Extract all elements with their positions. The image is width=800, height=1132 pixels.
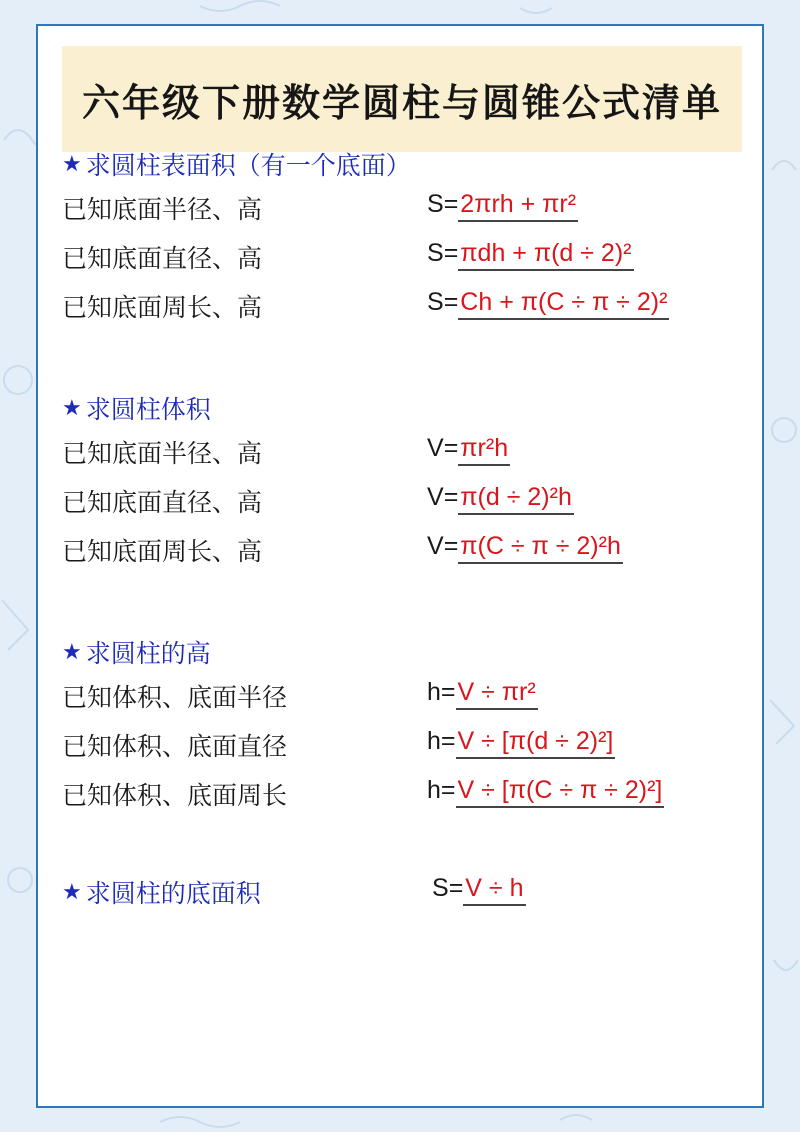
known-condition: 已知体积、底面半径 — [62, 683, 288, 712]
formula — [432, 874, 526, 906]
formula-variable: V — [427, 434, 444, 462]
formula-expression: V ÷ [π(d ÷ 2)²] — [456, 727, 616, 759]
known-condition: 已知底面周长、高 — [62, 293, 263, 322]
formula-equals: = — [443, 288, 459, 316]
section-base-area — [62, 872, 742, 920]
formula-variable: h — [427, 776, 441, 804]
formula-expression: π(d ÷ 2)²h — [458, 483, 574, 515]
formula — [427, 239, 634, 271]
section-heading-label: 求圆柱体积 — [85, 395, 211, 424]
formula-expression: Ch + π(C ÷ π ÷ 2)² — [458, 288, 669, 320]
formula-equals: = — [440, 678, 456, 706]
section-heading — [62, 632, 742, 672]
formula-equals: = — [443, 434, 459, 462]
formula-row — [62, 282, 742, 331]
formula-expression: V ÷ h — [463, 874, 525, 906]
formula — [427, 434, 510, 466]
formula-expression: 2πrh + πr² — [458, 190, 578, 222]
section-heading — [62, 872, 742, 912]
formula-variable: V — [427, 532, 444, 560]
section-heading-label: 求圆柱的高 — [85, 639, 211, 668]
known-condition: 已知底面直径、高 — [62, 488, 263, 517]
formula-sheet — [36, 24, 764, 1108]
formula-equals: = — [443, 190, 459, 218]
star-icon: ★ — [62, 879, 82, 905]
formula-expression: V ÷ [π(C ÷ π ÷ 2)²] — [456, 776, 665, 808]
formula-equals: = — [443, 239, 459, 267]
formula — [427, 727, 615, 759]
formula-row — [62, 721, 742, 770]
formula — [427, 190, 578, 222]
formula-variable: S — [432, 874, 449, 902]
formula-equals: = — [443, 483, 459, 511]
formula-variable: S — [427, 288, 444, 316]
formula — [427, 678, 538, 710]
page-title: 六年级下册数学圆柱与圆锥公式清单 — [81, 80, 722, 125]
known-condition: 已知体积、底面直径 — [62, 732, 288, 761]
formula-row — [62, 184, 742, 233]
formula-expression: πdh + π(d ÷ 2)² — [458, 239, 633, 271]
section-volume — [62, 388, 742, 575]
formula-expression: π(C ÷ π ÷ 2)²h — [458, 532, 623, 564]
formula-row — [62, 770, 742, 819]
star-icon: ★ — [62, 639, 82, 665]
formula-variable: h — [427, 727, 441, 755]
star-icon: ★ — [62, 395, 82, 421]
section-surface-area — [62, 144, 742, 331]
known-condition: 已知体积、底面周长 — [62, 781, 288, 810]
formula-equals: = — [443, 532, 459, 560]
known-condition: 已知底面半径、高 — [62, 195, 263, 224]
known-condition: 已知底面直径、高 — [62, 244, 263, 273]
formula-row — [62, 477, 742, 526]
formula-variable: S — [427, 239, 444, 267]
formula-variable: h — [427, 678, 441, 706]
formula-expression: V ÷ πr² — [456, 678, 538, 710]
section-height — [62, 632, 742, 819]
formula — [427, 532, 623, 564]
formula — [427, 776, 664, 808]
formula-equals: = — [440, 727, 456, 755]
known-condition: 已知底面周长、高 — [62, 537, 263, 566]
formula-row — [62, 428, 742, 477]
formula — [427, 288, 669, 320]
formula-equals: = — [448, 874, 464, 902]
formula-variable: S — [427, 190, 444, 218]
star-icon: ★ — [62, 151, 82, 177]
section-heading-label: 求圆柱的底面积 — [85, 879, 261, 908]
formula-variable: V — [427, 483, 444, 511]
formula-row — [62, 233, 742, 282]
formula-equals: = — [440, 776, 456, 804]
section-heading-label: 求圆柱表面积（有一个底面） — [85, 151, 411, 180]
formula-expression: πr²h — [458, 434, 510, 466]
formula — [427, 483, 574, 515]
formula-row — [62, 526, 742, 575]
section-heading — [62, 388, 742, 428]
title-banner — [62, 46, 742, 152]
formula-row — [62, 672, 742, 721]
section-heading — [62, 144, 742, 184]
known-condition: 已知底面半径、高 — [62, 439, 263, 468]
